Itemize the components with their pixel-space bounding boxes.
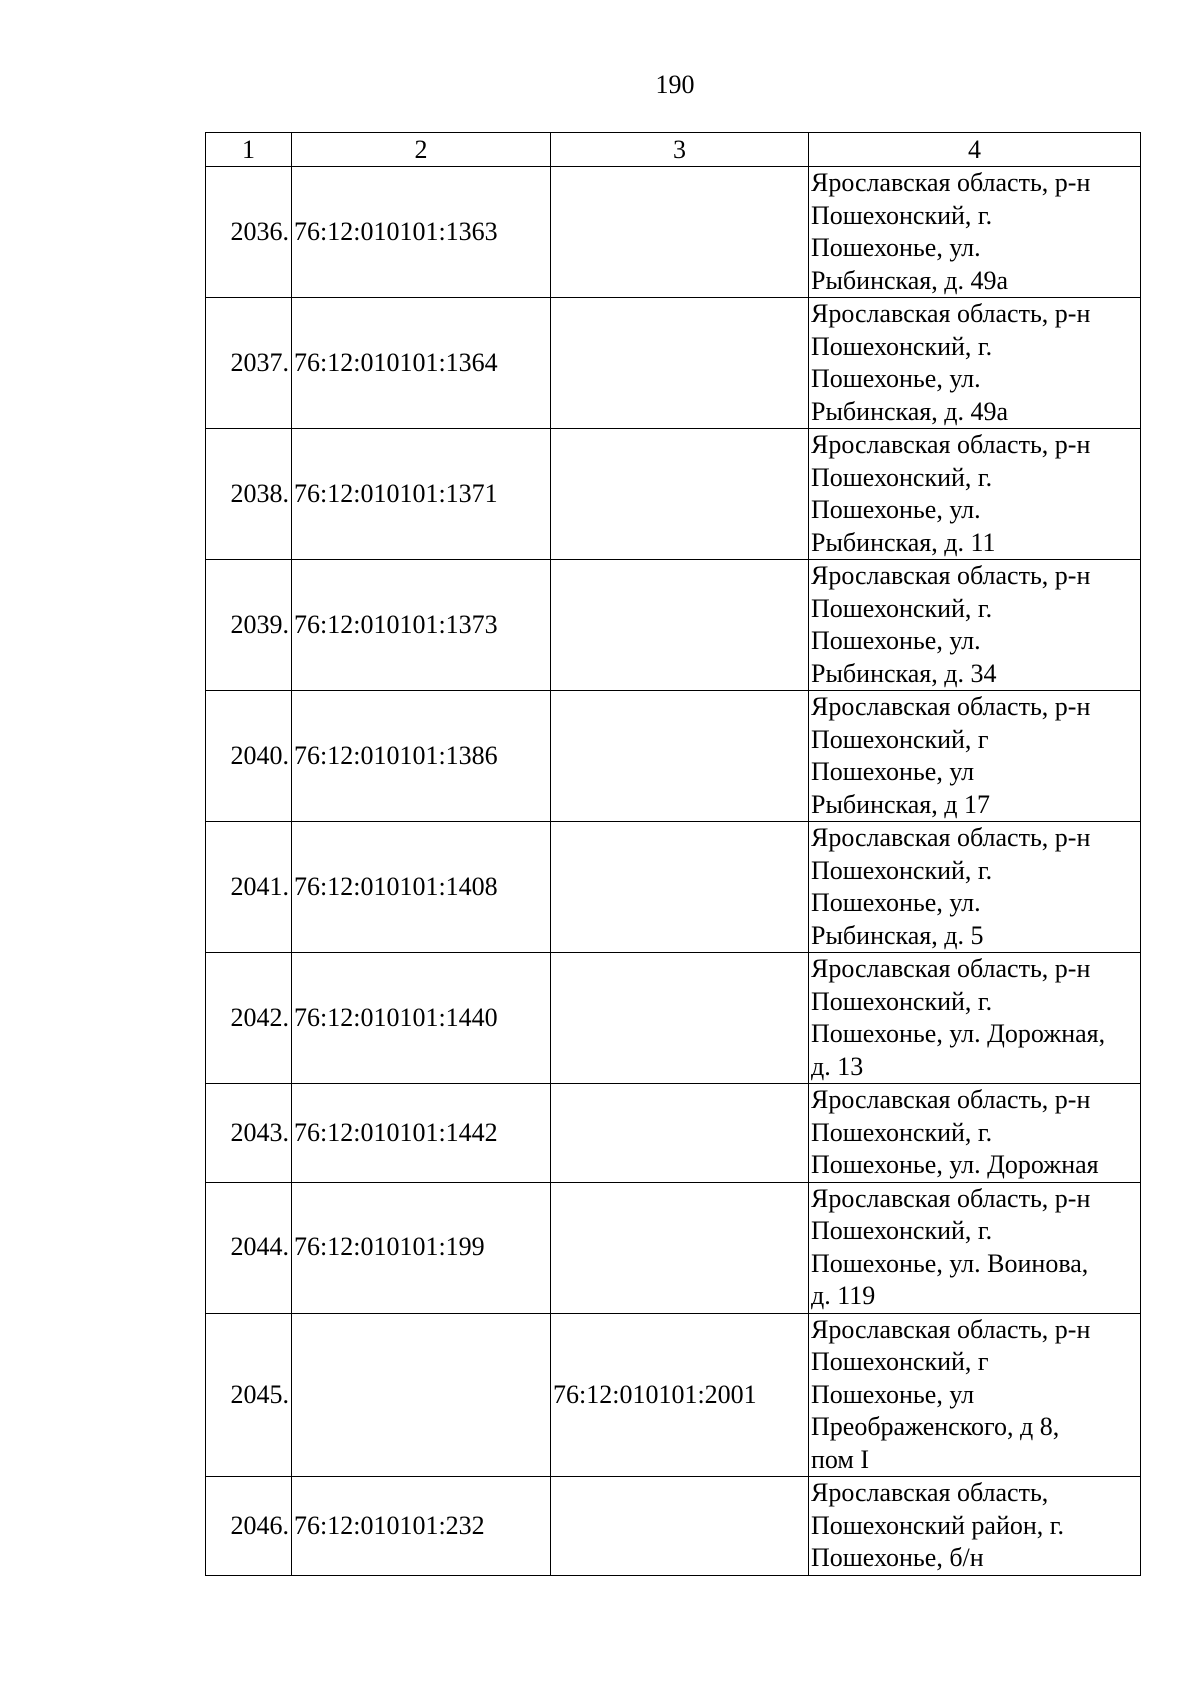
address-cell: Ярославская область, р-н Пошехонский, г Пошехонье, ул Преображенского, д 8, пом I bbox=[809, 1313, 1141, 1477]
row-number-cell: 2043. bbox=[206, 1084, 292, 1183]
cadastral-number-cell: 76:12:010101:1373 bbox=[292, 560, 551, 691]
row-number-cell: 2044. bbox=[206, 1182, 292, 1313]
page-number: 190 bbox=[655, 70, 695, 99]
table-row bbox=[206, 1182, 1141, 1313]
column-3-cell bbox=[551, 1084, 809, 1183]
row-number-cell: 2042. bbox=[206, 953, 292, 1084]
column-3-cell bbox=[551, 691, 809, 822]
column-header-4: 4 bbox=[809, 133, 1141, 167]
column-3-cell bbox=[551, 167, 809, 298]
column-3-cell bbox=[551, 298, 809, 429]
table-row bbox=[206, 822, 1141, 953]
cadastral-number-cell: 76:12:010101:1386 bbox=[292, 691, 551, 822]
address-cell: Ярославская область, р-н Пошехонский, г. Пошехонье, ул. Рыбинская, д. 11 bbox=[809, 429, 1141, 560]
column-3-cell: 76:12:010101:2001 bbox=[551, 1313, 809, 1477]
address-cell: Ярославская область, р-н Пошехонский, г. Пошехонье, ул. Дорожная, д. 13 bbox=[809, 953, 1141, 1084]
cadastral-number-cell: 76:12:010101:1371 bbox=[292, 429, 551, 560]
table-row bbox=[206, 953, 1141, 1084]
row-number-cell: 2038. bbox=[206, 429, 292, 560]
table-header-row bbox=[206, 133, 1141, 167]
table-body bbox=[206, 167, 1141, 1576]
table-row bbox=[206, 560, 1141, 691]
address-cell: Ярославская область, р-н Пошехонский, г. Пошехонье, ул. Дорожная bbox=[809, 1084, 1141, 1183]
table-row bbox=[206, 691, 1141, 822]
address-cell: Ярославская область, Пошехонский район, г. Пошехонье, б/н bbox=[809, 1477, 1141, 1576]
row-number-cell: 2046. bbox=[206, 1477, 292, 1576]
column-3-cell bbox=[551, 1477, 809, 1576]
column-header-3: 3 bbox=[551, 133, 809, 167]
cadastral-number-cell: 76:12:010101:232 bbox=[292, 1477, 551, 1576]
column-3-cell bbox=[551, 822, 809, 953]
cadastral-number-cell: 76:12:010101:1364 bbox=[292, 298, 551, 429]
column-header-2: 2 bbox=[292, 133, 551, 167]
registry-table bbox=[205, 132, 1141, 1576]
column-3-cell bbox=[551, 429, 809, 560]
cadastral-number-cell: 76:12:010101:1363 bbox=[292, 167, 551, 298]
address-cell: Ярославская область, р-н Пошехонский, г. Пошехонье, ул. Рыбинская, д. 5 bbox=[809, 822, 1141, 953]
row-number-cell: 2039. bbox=[206, 560, 292, 691]
row-number-cell: 2036. bbox=[206, 167, 292, 298]
address-cell: Ярославская область, р-н Пошехонский, г. Пошехонье, ул. Рыбинская, д. 34 bbox=[809, 560, 1141, 691]
cadastral-number-cell: 76:12:010101:1408 bbox=[292, 822, 551, 953]
row-number-cell: 2041. bbox=[206, 822, 292, 953]
cadastral-number-cell: 76:12:010101:1440 bbox=[292, 953, 551, 1084]
row-number-cell: 2040. bbox=[206, 691, 292, 822]
table-row bbox=[206, 1084, 1141, 1183]
cadastral-number-cell: 76:12:010101:1442 bbox=[292, 1084, 551, 1183]
cadastral-number-cell bbox=[292, 1313, 551, 1477]
table-row bbox=[206, 167, 1141, 298]
cadastral-number-cell: 76:12:010101:199 bbox=[292, 1182, 551, 1313]
table-row bbox=[206, 1313, 1141, 1477]
column-header-1: 1 bbox=[206, 133, 292, 167]
row-number-cell: 2045. bbox=[206, 1313, 292, 1477]
address-cell: Ярославская область, р-н Пошехонский, г. Пошехонье, ул. Воинова, д. 119 bbox=[809, 1182, 1141, 1313]
table-row bbox=[206, 298, 1141, 429]
table-row bbox=[206, 1477, 1141, 1576]
address-cell: Ярославская область, р-н Пошехонский, г Пошехонье, ул Рыбинская, д 17 bbox=[809, 691, 1141, 822]
address-cell: Ярославская область, р-н Пошехонский, г. Пошехонье, ул. Рыбинская, д. 49а bbox=[809, 298, 1141, 429]
row-number-cell: 2037. bbox=[206, 298, 292, 429]
column-3-cell bbox=[551, 953, 809, 1084]
address-cell: Ярославская область, р-н Пошехонский, г. Пошехонье, ул. Рыбинская, д. 49а bbox=[809, 167, 1141, 298]
table-row bbox=[206, 429, 1141, 560]
column-3-cell bbox=[551, 560, 809, 691]
column-3-cell bbox=[551, 1182, 809, 1313]
